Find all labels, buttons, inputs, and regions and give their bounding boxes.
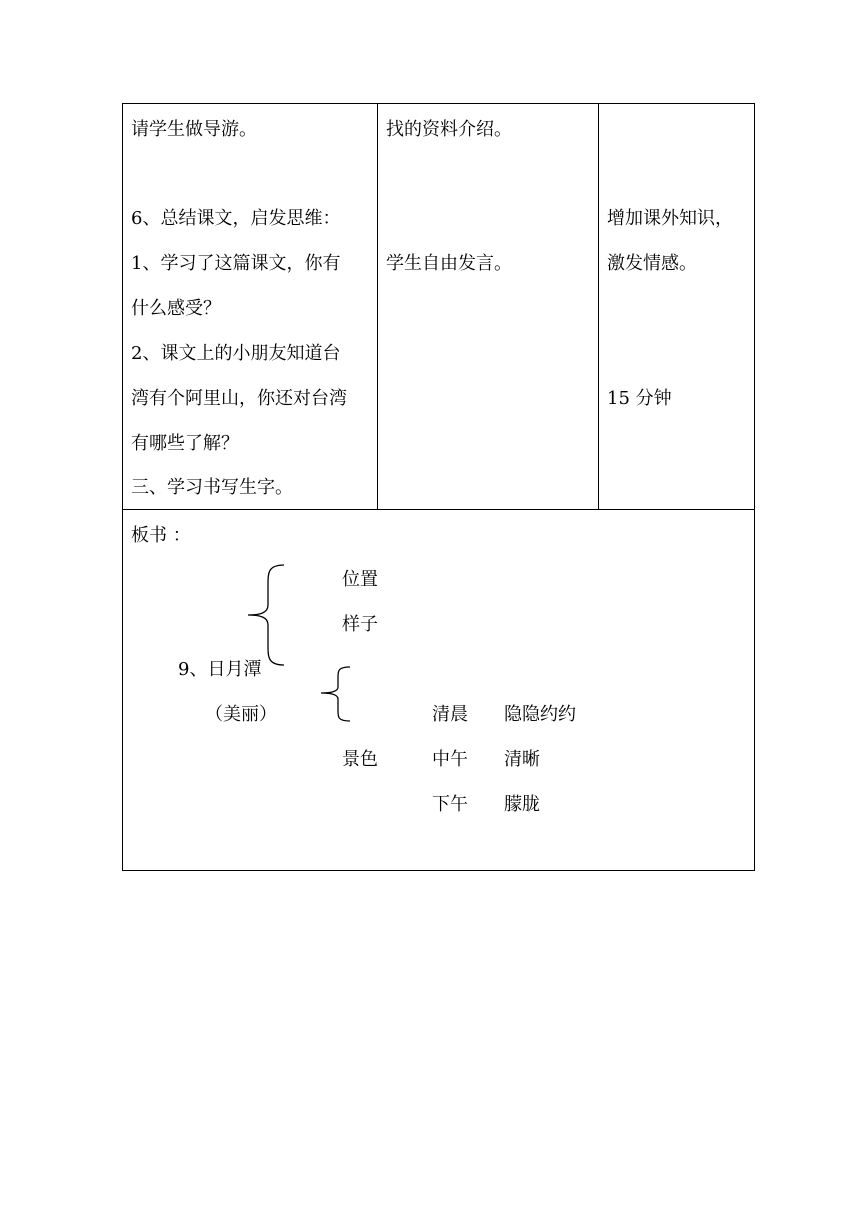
- teacher-activity-line: 湾有个阿里山，你还对台湾: [131, 388, 347, 409]
- board-subtitle: （美丽）: [205, 704, 277, 725]
- teacher-activity-line: 三、学习书写生字。: [131, 477, 293, 498]
- board-label: 板书 ：: [131, 525, 191, 546]
- table-left-border: [122, 103, 123, 871]
- board-time-morning: 清晨: [432, 704, 468, 725]
- teacher-activity-line: 6、总结课文，启发思维：: [131, 208, 341, 229]
- column-divider-1: [377, 103, 378, 510]
- table-top-border: [122, 103, 755, 104]
- time-allocation: 15 分钟: [607, 388, 672, 409]
- teacher-activity-line: 请学生做导游。: [131, 119, 257, 140]
- small-brace-icon: [318, 665, 354, 723]
- design-intent-line: 激发情感。: [607, 253, 697, 274]
- board-time-noon: 中午: [432, 749, 468, 770]
- large-brace-icon: [244, 563, 294, 667]
- board-item-scenery: 景色: [342, 749, 378, 770]
- student-activity-line: 找的资料介绍。: [386, 119, 512, 140]
- board-item-position: 位置: [342, 569, 378, 590]
- column-divider-2: [598, 103, 599, 510]
- board-item-shape: 样子: [342, 614, 378, 635]
- teacher-activity-line: 什么感受？: [131, 298, 221, 319]
- design-intent-line: 增加课外知识，: [607, 208, 733, 229]
- board-view-morning: 隐隐约约: [504, 704, 576, 725]
- student-activity-line: 学生自由发言。: [386, 253, 512, 274]
- board-view-noon: 清晰: [504, 749, 540, 770]
- board-view-afternoon: 朦胧: [504, 794, 540, 815]
- row-divider: [122, 509, 755, 510]
- table-bottom-border: [122, 870, 755, 871]
- teacher-activity-line: 有哪些了解？: [131, 433, 239, 454]
- board-time-afternoon: 下午: [432, 794, 468, 815]
- teacher-activity-line: 1、学习了这篇课文，你有: [131, 253, 341, 274]
- board-title: 9、日月潭: [178, 659, 262, 680]
- table-right-border: [754, 103, 755, 871]
- teacher-activity-line: 2、课文上的小朋友知道台: [131, 343, 341, 364]
